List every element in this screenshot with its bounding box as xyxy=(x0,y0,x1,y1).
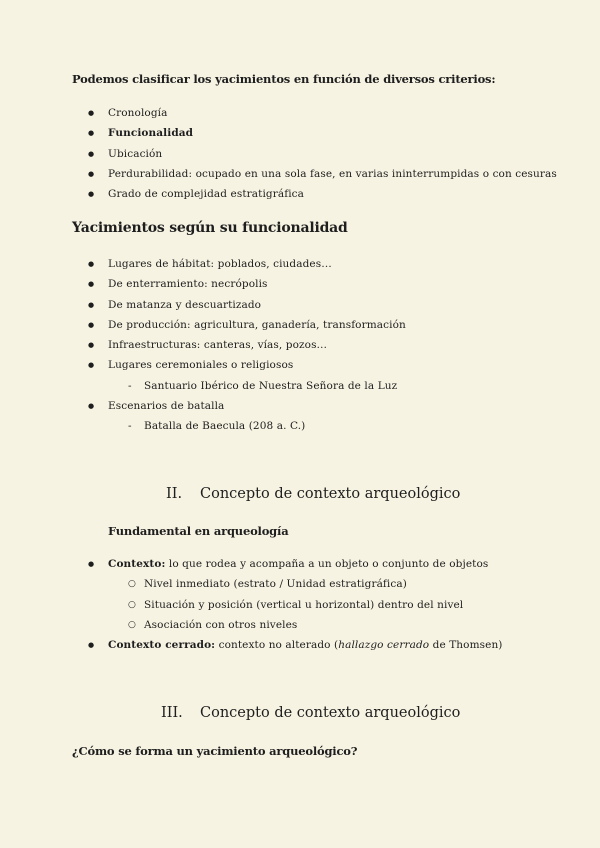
fundamental-subheading: Fundamental en arqueología xyxy=(108,524,289,538)
list-item: ● Ubicación xyxy=(88,144,557,164)
criterios-list xyxy=(88,103,557,204)
cerrado-text: contexto no alterado ( xyxy=(215,639,339,652)
section-number: III. xyxy=(161,705,183,721)
cerrado-italic: hallazgo cerrado xyxy=(338,639,430,652)
cerrado-text-after: de Thomsen) xyxy=(429,639,503,652)
sublist xyxy=(108,416,406,436)
section-title: Concepto de contexto arqueológico xyxy=(200,705,461,721)
section-3-heading xyxy=(161,705,460,721)
contexto-list xyxy=(88,554,503,655)
section-2-heading xyxy=(166,486,460,502)
list-item: ● Funcionalidad xyxy=(88,123,557,143)
list-item-label: Lugares ceremoniales o religiosos xyxy=(108,359,294,372)
contexto-label: Contexto: xyxy=(108,558,166,570)
list-item xyxy=(88,355,406,396)
list-item: ● Perdurabilidad: ocupado en una sola fase, en varias ininterrumpidas o con cesuras xyxy=(88,164,557,184)
section-title: Concepto de contexto arqueológico xyxy=(200,486,461,502)
list-item: ● Infraestructuras: canteras, vías, pozos… xyxy=(88,335,406,355)
sublist-item: ○ Nivel inmediato (estrato / Unidad estratigráfica) xyxy=(108,574,503,594)
sublist-item: - Santuario Ibérico de Nuestra Señora de la Luz xyxy=(108,376,406,396)
sublist-item: ○ Situación y posición (vertical u horizontal) dentro del nivel xyxy=(108,595,503,615)
intro-text: Podemos clasificar los yacimientos en función de diversos criterios: xyxy=(72,72,496,86)
list-item: ● Grado de complejidad estratigráfica xyxy=(88,184,557,204)
list-item xyxy=(88,554,503,635)
funcionalidad-heading: Yacimientos según su funcionalidad xyxy=(72,220,348,236)
sublist xyxy=(108,574,503,635)
list-item xyxy=(88,635,503,655)
list-item: ● Lugares de hábitat: poblados, ciudades… xyxy=(88,254,406,274)
sublist-item: ○ Asociación con otros niveles xyxy=(108,615,503,635)
list-item: ● De producción: agricultura, ganadería, transformación xyxy=(88,315,406,335)
question-heading: ¿Cómo se forma un yacimiento arqueológico? xyxy=(72,744,358,758)
cerrado-label: Contexto cerrado: xyxy=(108,639,216,652)
list-item: ● De enterramiento: necrópolis xyxy=(88,274,406,294)
sublist xyxy=(108,376,406,396)
list-item-label: Escenarios de batalla xyxy=(108,400,225,413)
contexto-text: lo que rodea y acompaña a un objeto o conjunto de objetos xyxy=(165,558,489,570)
list-item: ● De matanza y descuartizado xyxy=(88,295,406,315)
list-item: ● Cronología xyxy=(88,103,557,123)
funcionalidad-list xyxy=(88,254,406,437)
section-number: II. xyxy=(166,486,183,502)
list-item xyxy=(88,396,406,437)
sublist-item: - Batalla de Baecula (208 a. C.) xyxy=(108,416,406,436)
